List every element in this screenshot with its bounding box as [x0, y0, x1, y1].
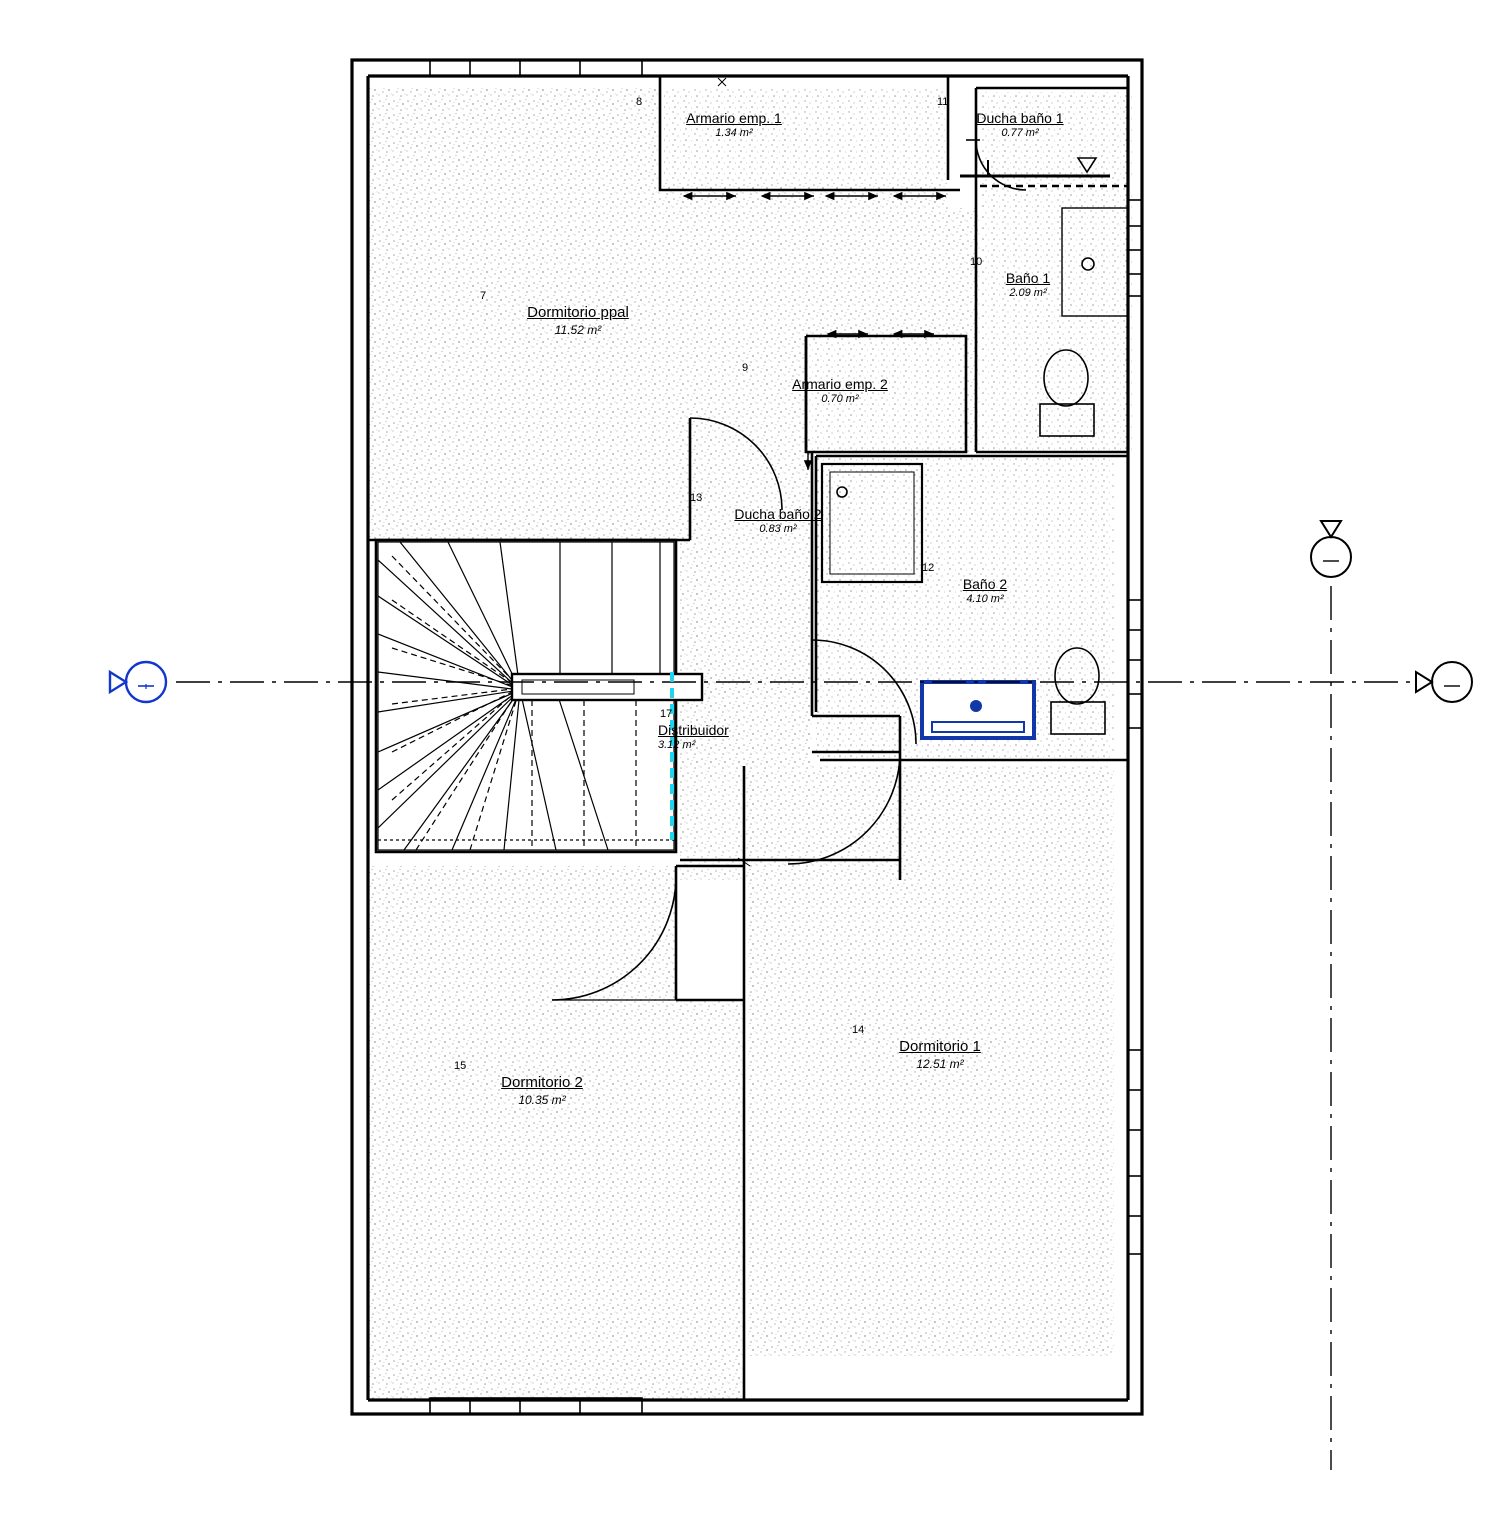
room-name: Ducha baño 2 — [734, 505, 822, 522]
room-number: 9 — [742, 362, 749, 374]
room-area: 10.35 m² — [518, 1092, 566, 1107]
room-number: 17 — [660, 708, 673, 720]
room-area: 12.51 m² — [916, 1056, 964, 1071]
room-number: 10 — [970, 256, 983, 268]
room-area: 11.52 m² — [554, 322, 602, 337]
room-name: Armario emp. 2 — [792, 375, 888, 392]
room-area: 3.12 m² — [658, 739, 696, 752]
highlighted-fixture[interactable] — [922, 682, 1034, 738]
room-name: Armario emp. 1 — [686, 109, 782, 126]
room-fills — [368, 88, 1132, 1400]
room-number: 11 — [937, 96, 949, 108]
room-number: 7 — [480, 290, 487, 302]
room-number: 12 — [922, 562, 935, 574]
room-area: 0.70 m² — [821, 393, 859, 406]
room-area: 2.09 m² — [1009, 287, 1047, 300]
room-number: 15 — [454, 1060, 467, 1072]
room-area: 4.10 m² — [966, 593, 1004, 606]
room-name: Baño 2 — [962, 575, 1008, 592]
room-area: 0.83 m² — [759, 523, 797, 536]
room-number: 8 — [636, 96, 643, 108]
staircase — [378, 542, 702, 850]
room-name: Dormitorio 2 — [501, 1073, 583, 1091]
section-marker-top[interactable] — [1311, 521, 1351, 577]
room-name: Baño 1 — [1005, 269, 1051, 286]
room-number: 14 — [852, 1024, 865, 1036]
room-area: 0.77 m² — [1001, 127, 1039, 140]
room-name: Ducha baño 1 — [976, 109, 1064, 126]
section-marker-left[interactable] — [110, 662, 166, 702]
room-number: 13 — [690, 492, 703, 504]
section-marker-right[interactable] — [1416, 662, 1472, 702]
room-name: Dormitorio ppal — [527, 303, 629, 321]
room-name: Dormitorio 1 — [899, 1037, 981, 1055]
room-area: 1.34 m² — [715, 127, 753, 140]
room-name: Distribuidor — [658, 721, 729, 738]
